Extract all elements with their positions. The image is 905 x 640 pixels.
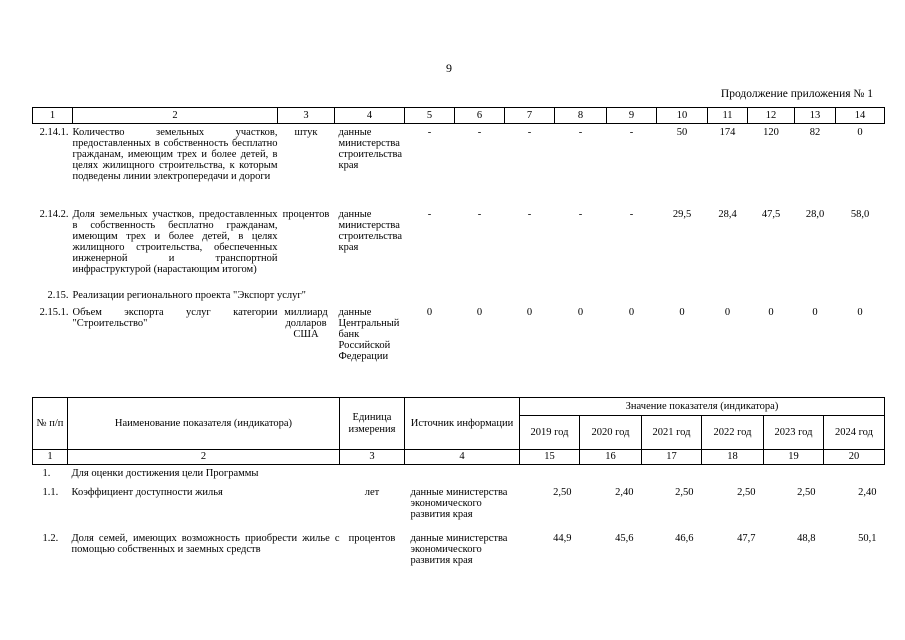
- table-row: [33, 206, 885, 287]
- column-number: 1: [33, 450, 68, 465]
- value-cell: 48,8: [797, 532, 816, 544]
- value-cell: -: [427, 127, 432, 138]
- value-cell: 0: [577, 306, 584, 318]
- year-header: 2019 год: [520, 416, 580, 450]
- year-header: 2023 год: [764, 416, 824, 450]
- value-cell: -: [527, 127, 532, 138]
- column-number: 5: [405, 108, 455, 124]
- source: данные министерства строительства края: [338, 127, 403, 171]
- column-number: 4: [335, 108, 405, 124]
- row-index: 1.1.: [42, 486, 59, 498]
- value-cell: 2,50: [797, 486, 816, 498]
- value-cell: 0: [857, 127, 863, 138]
- unit: процентов: [282, 208, 330, 220]
- header-number: № п/п: [33, 398, 68, 450]
- column-number: 12: [748, 108, 795, 124]
- value-cell: 82: [809, 127, 821, 138]
- column-number: 4: [405, 450, 520, 465]
- value-cell: 2,50: [553, 486, 572, 498]
- column-number-row: [33, 450, 885, 465]
- year-header: 2021 год: [642, 416, 702, 450]
- value-cell: 47,7: [737, 532, 756, 544]
- column-number: 16: [580, 450, 642, 465]
- header-source: Источник информации: [405, 398, 520, 450]
- column-number: 7: [505, 108, 555, 124]
- value-cell: -: [629, 127, 634, 138]
- value-cell: -: [527, 208, 532, 220]
- column-number: 17: [642, 450, 702, 465]
- value-cell: 47,5: [761, 208, 781, 220]
- column-number-row: [33, 108, 885, 124]
- column-number: 14: [836, 108, 885, 124]
- indicators-table-continued: [32, 107, 885, 362]
- column-number: 10: [657, 108, 708, 124]
- value-cell: 120: [763, 127, 779, 138]
- column-number: 8: [555, 108, 607, 124]
- year-header: 2022 год: [702, 416, 764, 450]
- header-values: Значение показателя (индикатора): [520, 398, 885, 416]
- value-cell: 0: [476, 306, 483, 318]
- header-unit: Единица измерения: [340, 398, 405, 450]
- row-index: 1.2.: [42, 532, 59, 544]
- value-cell: 2,50: [737, 486, 756, 498]
- table-row: [33, 530, 885, 580]
- indicator-name: Количество земельных участков, предоставленных в собственность бесплатно гражданам, имеющим трех и более детей, в целях жилищного строительства, к которым подведены линии электропередачи и дороги: [72, 127, 278, 182]
- column-number: 20: [824, 450, 885, 465]
- table-row: [33, 484, 885, 530]
- column-number: 9: [607, 108, 657, 124]
- value-cell: 174: [719, 127, 736, 138]
- header-row: [33, 398, 885, 416]
- column-number: 3: [278, 108, 335, 124]
- column-number: 3: [340, 450, 405, 465]
- value-cell: -: [427, 208, 432, 220]
- value-cell: 50,1: [858, 532, 877, 544]
- value-cell: 0: [768, 306, 774, 318]
- table-row: [33, 124, 885, 206]
- column-number: 1: [33, 108, 73, 124]
- indicator-name: Доля земельных участков, предоставленных в собственность бесплатно гражданам, имеющим трех и более детей, в целях жилищного строительства, обеспеченных инженерной и транспортной инфраструктурой (нарастающим итогом): [72, 208, 278, 275]
- column-number: 18: [702, 450, 764, 465]
- value-cell: -: [629, 208, 634, 220]
- indicators-table-years: [32, 397, 885, 580]
- value-cell: 45,6: [615, 532, 634, 544]
- indicator-name: Коэффициент доступности жилья: [71, 486, 223, 498]
- page-number: 9: [446, 61, 452, 75]
- value-cell: 29,5: [672, 208, 692, 220]
- header-name: Наименование показателя (индикатора): [68, 398, 340, 450]
- value-cell: 0: [812, 306, 818, 318]
- section-index: 1.: [42, 468, 51, 479]
- section-title: Реализации регионального проекта "Экспорт услуг": [72, 289, 306, 301]
- value-cell: 2,40: [615, 486, 634, 498]
- unit: процентов: [348, 532, 396, 544]
- value-cell: 58,0: [850, 208, 870, 220]
- value-cell: 46,6: [675, 532, 694, 544]
- column-number: 6: [455, 108, 505, 124]
- section-row: [33, 465, 885, 484]
- unit: лет: [364, 486, 380, 498]
- source: данные министерства экономического развития края: [410, 486, 508, 520]
- section-title: Для оценки достижения цели Программы: [71, 468, 259, 479]
- unit: штук: [294, 127, 318, 138]
- indicator-name: Объем экспорта услуг категории "Строительство": [72, 306, 278, 329]
- value-cell: -: [578, 127, 583, 138]
- value-cell: -: [477, 208, 482, 220]
- section-index: 2.15.: [47, 289, 69, 301]
- value-cell: 2,50: [675, 486, 694, 498]
- value-cell: 2,40: [858, 486, 877, 498]
- column-number: 15: [520, 450, 580, 465]
- value-cell: 0: [628, 306, 635, 318]
- unit: миллиард долларов США: [284, 306, 328, 340]
- year-header: 2024 год: [824, 416, 885, 450]
- column-number: 2: [73, 108, 278, 124]
- value-cell: -: [477, 127, 482, 138]
- row-index: 2.14.1.: [39, 127, 69, 138]
- value-cell: 0: [724, 306, 731, 318]
- column-number: 2: [68, 450, 340, 465]
- continuation-caption: Продолжение приложения № 1: [720, 88, 873, 100]
- indicator-name: Доля семей, имеющих возможность приобрести жилье с помощью собственных и заемных средств: [71, 532, 340, 555]
- value-cell: 28,4: [718, 208, 737, 220]
- value-cell: 44,9: [553, 532, 572, 544]
- value-cell: 0: [526, 306, 533, 318]
- value-cell: 0: [426, 306, 433, 318]
- column-number: 19: [764, 450, 824, 465]
- value-cell: 0: [679, 306, 685, 318]
- column-number: 13: [795, 108, 836, 124]
- section-row: [33, 287, 885, 304]
- table-row: [33, 304, 885, 362]
- value-cell: 0: [857, 306, 863, 318]
- column-number: 11: [708, 108, 748, 124]
- source: данные министерства экономического развития края: [410, 532, 508, 566]
- row-index: 2.15.1.: [39, 306, 69, 318]
- value-cell: 28,0: [805, 208, 825, 220]
- source: данные Центральный банк Российской Федерации: [338, 306, 400, 362]
- value-cell: -: [578, 208, 583, 220]
- year-header: 2020 год: [580, 416, 642, 450]
- value-cell: 50: [676, 127, 688, 138]
- row-index: 2.14.2.: [39, 208, 69, 220]
- source: данные министерства строительства края: [338, 208, 403, 253]
